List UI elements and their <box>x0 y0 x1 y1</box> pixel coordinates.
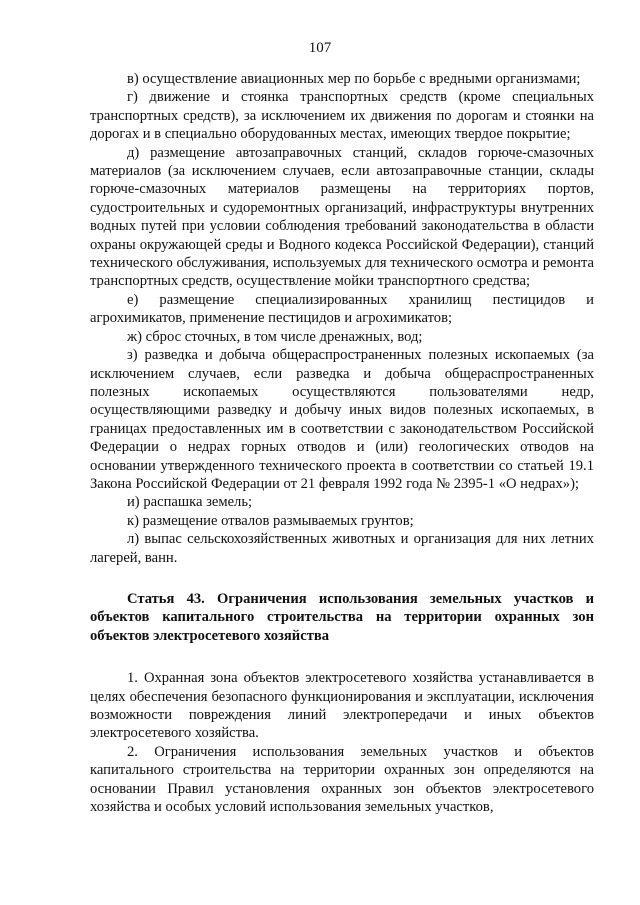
page-number: 107 <box>308 40 332 56</box>
document-body <box>90 70 594 816</box>
list-item-l: л) выпас сельскохозяйственных животных и организация для них летних лагерей, ванн. <box>90 531 594 566</box>
numbered-paragraph-2: 2. Ограничения использования земельных участков и объектов капитального строительства на территории охранных зон определяются на основании Правил установления охранных зон объектов электросетевого хозяйства и особых условий использования земельных участков, <box>90 743 594 816</box>
list-item-i: и) распашка земель; <box>127 494 253 511</box>
list-item-g: г) движение и стоянка транспортных средств (кроме специальных транспортных средств), за исключением их движения по дорогам и стоянки на дорогах и в специально оборудованных местах, имеющих твердое покрытие; <box>90 89 594 143</box>
numbered-paragraph-1: 1. Охранная зона объектов электросетевого хозяйства устанавливается в целях обеспечения безопасного функционирования и эксплуатации, исключения возможности повреждения линий электропередачи и иных объектов электросетевого хозяйства. <box>90 670 594 742</box>
list-item-v: в) осуществление авиационных мер по борьбе с вредными организмами; <box>127 71 581 87</box>
list-item-d: д) размещение автозаправочных станций, складов горюче-смазочных материалов (за исключением случаев, если автозаправочные станции, склады горюче-смазочных материалов размещены на территориях портов, судостроительных и судоремонтных организаций, инфраструктуры внутренних водных путей при условии соблюдения требований законодательства в области охраны окружающей среды и Водного кодекса Российской Федерации), станций технического обслуживания, используемых для технического осмотра и ремонта транспортных средств, осуществление мойки транспортного средства; <box>90 144 594 290</box>
list-item-zh: ж) сброс сточных, в том числе дренажных, вод; <box>127 328 423 345</box>
list-item-k: к) размещение отвалов размываемых грунтов; <box>127 512 414 529</box>
article-heading: Статья 43. Ограничения использования земельных участков и объектов капитального строительства на территории охранных зон объектов электросетевого хозяйства <box>90 590 594 644</box>
list-item-z: з) разведка и добыча общераспространенных полезных ископаемых (за исключением случаев, если разведка и добыча общераспространенных полезных ископаемых осуществляются пользователями недр, осуществляющими разведку и добычу иных видов полезных ископаемых, в границах предоставленных им в соответствии с законодательством Российской Федерации о недрах горных отводов и (или) геологических отводов на основании утвержденного технического проекта в соответствии со статьей 19.1 Закона Российской Федерации от 21 февраля 1992 года № 2395-1 «О недрах»); <box>90 347 594 492</box>
list-item-e: е) размещение специализированных хранилищ пестицидов и агрохимикатов, применение пестицидов и агрохимикатов; <box>90 291 594 327</box>
